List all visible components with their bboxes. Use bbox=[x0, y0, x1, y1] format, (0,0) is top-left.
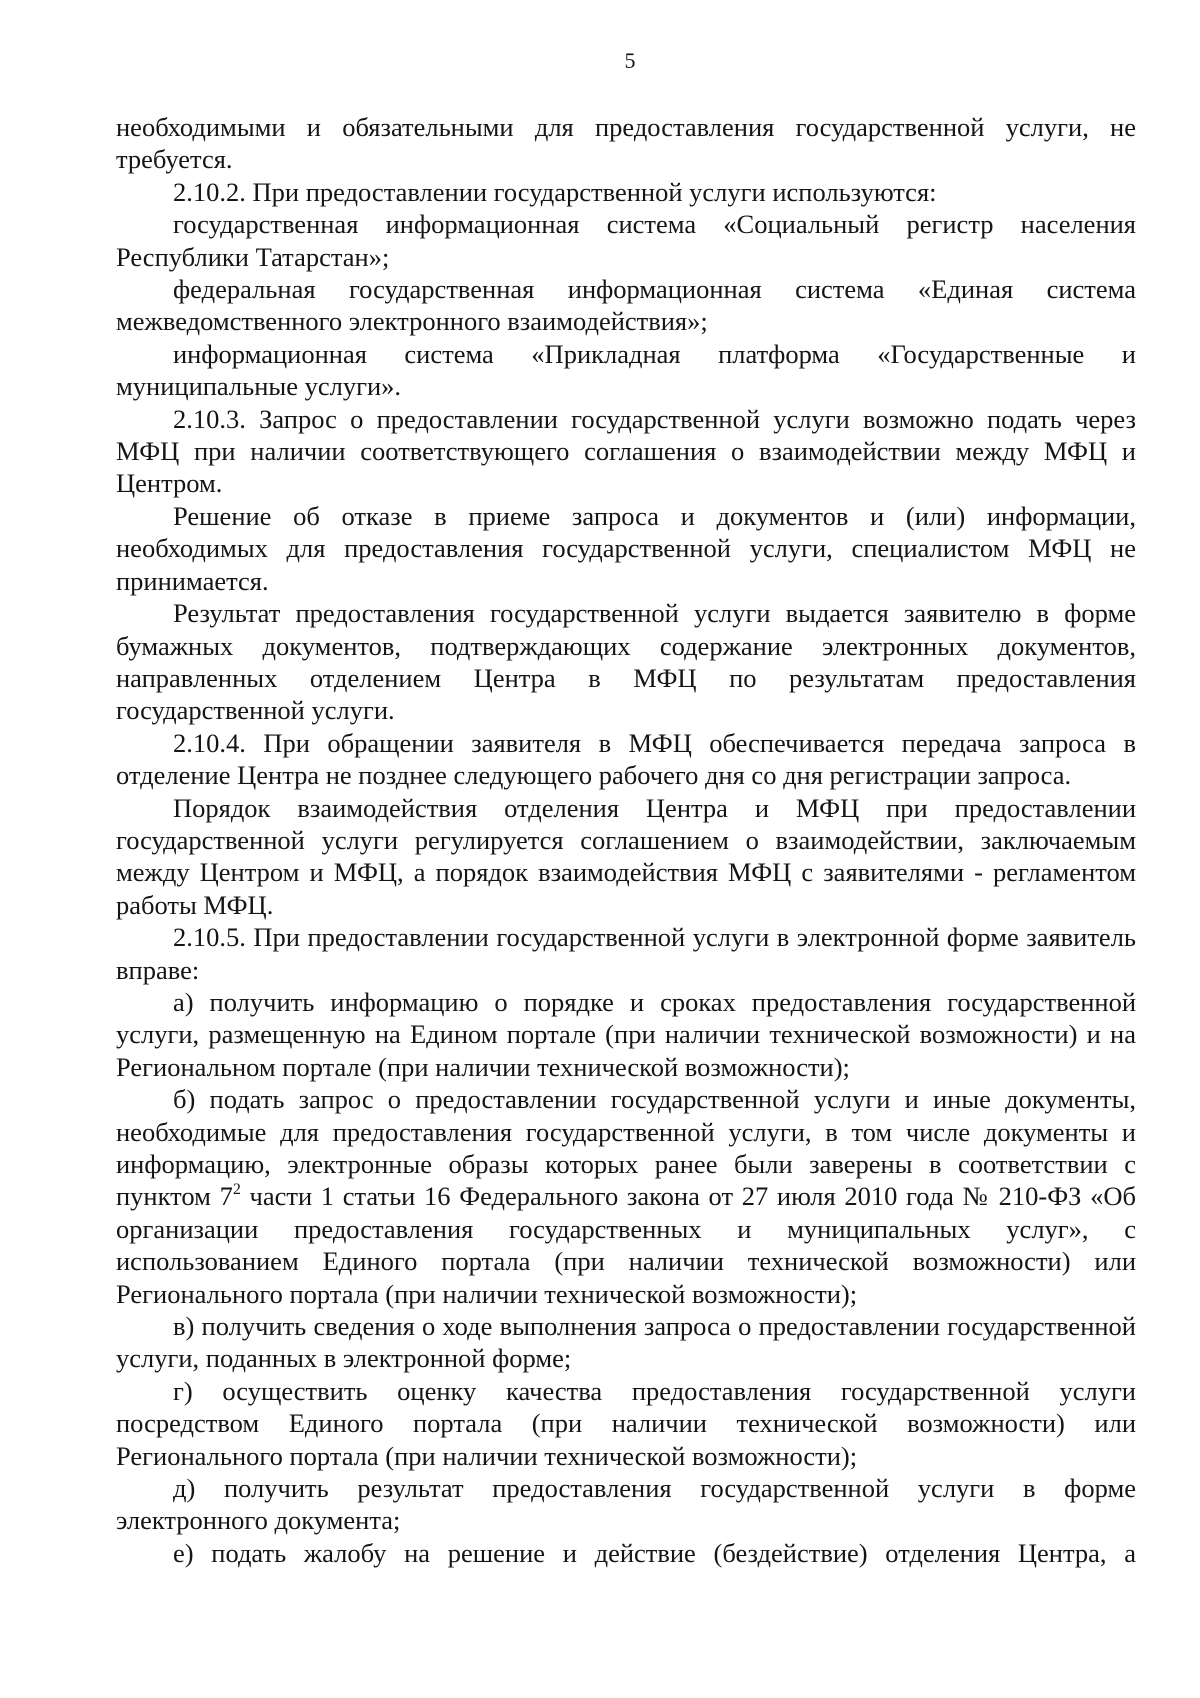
paragraph-social-register: государственная информационная система «Социальный регистр населения Республики Татарстан»; bbox=[116, 209, 1136, 272]
paragraph-2-10-3: 2.10.3. Запрос о предоставлении государственной услуги возможно подать через МФЦ при наличии соответствующего соглашения о взаимодействии между МФЦ и Центром. bbox=[116, 403, 1136, 499]
paragraph-applied-platform: информационная система «Прикладная платформа «Государственные и муниципальные услуги». bbox=[116, 338, 1136, 402]
document-body bbox=[116, 111, 1136, 1569]
paragraph-smev: федеральная государственная информационная система «Единая система межведомственного электронного взаимодействия»; bbox=[116, 274, 1136, 337]
paragraph-2-10-5: 2.10.5. При предоставлении государственной услуги в электронной форме заявитель вправе: bbox=[116, 922, 1136, 985]
list-item-v: в) получить сведения о ходе выполнения запроса о предоставлении государственной услуги, поданных в электронной форме; bbox=[116, 1311, 1136, 1374]
paragraph-2-10-4: 2.10.4. При обращении заявителя в МФЦ обеспечивается передача запроса в отделение Центра не позднее следующего рабочего дня со дня регистрации запроса. bbox=[116, 727, 1136, 791]
paragraph-2-10-2: 2.10.2. При предоставлении государственной услуги используются: bbox=[173, 176, 937, 207]
page-number: 5 bbox=[624, 48, 636, 73]
paragraph-continuation: необходимыми и обязательными для предоставления государственной услуги, не требуется. bbox=[116, 112, 1136, 175]
list-item-e: е) подать жалобу на решение и действие (бездействие) отделения Центра, а bbox=[173, 1537, 1136, 1568]
paragraph-result-delivery: Результат предоставления государственной услуги выдается заявителю в форме бумажных документов, подтверждающих содержание электронных документов, направленных отделением Центра в МФЦ по результатам предоставления государственной услуги. bbox=[116, 598, 1136, 726]
list-item-a: а) получить информацию о порядке и сроках предоставления государственной услуги, размещенную на Едином портале (при наличии технической возможности) и на Региональном портале (при наличии технической возможности); bbox=[116, 986, 1136, 1082]
superscript: 2 bbox=[232, 1181, 241, 1199]
paragraph-interaction-order: Порядок взаимодействия отделения Центра и МФЦ при предоставлении государственной услуги регулируется соглашением о взаимодействии, заключаемым между Центром и МФЦ, а порядок взаимодействия МФЦ с заявителями - регламентом работы МФЦ. bbox=[116, 792, 1136, 920]
list-item-b-text-after: части 1 статьи 16 Федерального закона от 27 июля 2010 года № 210-ФЗ «Об организации предоставления государственных и муниципальных услуг», с использованием Единого портала (при наличии технической возможности) или Регионального портала (при наличии технической возможности); bbox=[116, 1181, 1136, 1309]
list-item-g: г) осуществить оценку качества предоставления государственной услуги посредством Единого портала (при наличии технической возможности) или Регионального портала (при наличии технической возможности); bbox=[116, 1375, 1136, 1471]
list-item-b-text-before: б) подать запрос о предоставлении государственной услуги и иные документы, необходимые для предоставления государственной услуги, в том числе документы и информацию, электронные образы которых ранее были заверены в соответствии с пунктом 7 bbox=[116, 1084, 1136, 1212]
list-item-d: д) получить результат предоставления государственной услуги в форме электронного документа; bbox=[116, 1473, 1136, 1536]
paragraph-refusal-decision: Решение об отказе в приеме запроса и документов и (или) информации, необходимых для предоставления государственной услуги, специалистом МФЦ не принимается. bbox=[116, 500, 1136, 596]
list-item-b bbox=[116, 1083, 1136, 1310]
